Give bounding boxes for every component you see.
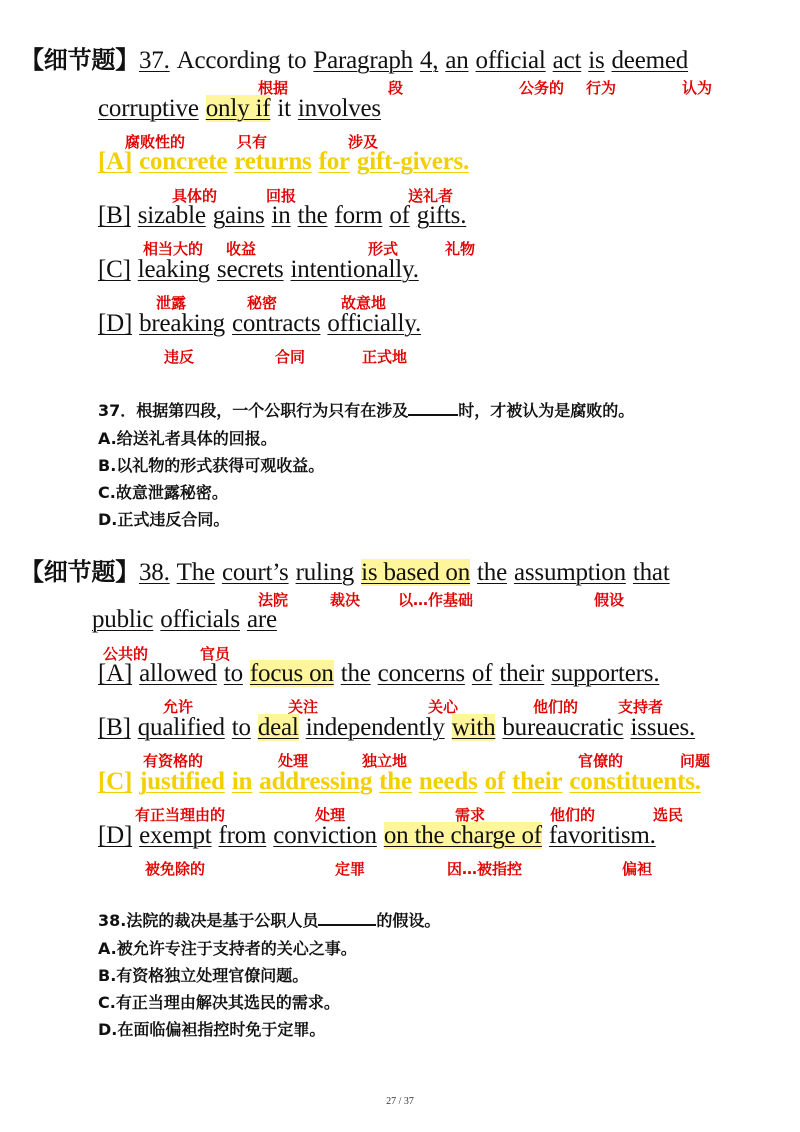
english-word: issues. [630, 714, 696, 741]
english-word: their [499, 660, 545, 687]
english-word: officially. [327, 310, 422, 337]
chinese-gloss: 公务的 [519, 79, 565, 97]
chinese-gloss: 被免除的 [145, 860, 206, 878]
english-word: [D] [98, 310, 133, 337]
chinese-gloss: 因…被指控 [447, 860, 523, 878]
chinese-gloss: 违反 [164, 348, 195, 366]
title-text: 38.法院的裁决是基于公职人员 [98, 911, 319, 930]
english-word: concerns [377, 660, 465, 687]
english-word: independently [305, 714, 445, 741]
chinese-gloss: 故意地 [341, 294, 387, 312]
title-text: 时，才被认为是腐败的。 [458, 401, 635, 420]
english-word: is based on [361, 559, 471, 586]
chinese-gloss: 允许 [163, 698, 194, 716]
chinese-option: B.以礼物的形式获得可观收益。 [98, 456, 325, 475]
english-word: an [445, 47, 469, 74]
chinese-option: B.有资格独立处理官僚问题。 [98, 966, 309, 985]
chinese-gloss: 认为 [682, 79, 713, 97]
chinese-gloss: 段 [388, 79, 404, 97]
english-word: of [484, 768, 506, 795]
english-word: [A] [98, 660, 133, 687]
english-word: are [246, 606, 277, 633]
chinese-gloss: 有资格的 [143, 752, 204, 770]
title-text: 的假设。 [376, 911, 441, 930]
english-word: with [451, 714, 496, 741]
option-line [98, 148, 469, 176]
chinese-gloss: 根据 [258, 79, 289, 97]
english-word: leaking [137, 256, 210, 283]
chinese-option: C.故意泄露秘密。 [98, 483, 228, 502]
chinese-gloss: 形式 [368, 240, 399, 258]
english-word: gift-givers. [356, 148, 470, 175]
english-word: deemed [611, 47, 689, 74]
english-word: assumption [513, 559, 626, 586]
english-word: to [287, 47, 307, 74]
english-word: [B] [98, 202, 131, 229]
english-word: Paragraph [313, 47, 413, 74]
chinese-question-title [98, 398, 634, 421]
chinese-gloss: 裁决 [330, 591, 361, 609]
english-word: conviction [273, 822, 377, 849]
english-word: concrete [139, 148, 228, 175]
english-word: focus on [249, 660, 334, 687]
english-word: intentionally. [290, 256, 419, 283]
chinese-option: D.正式违反合同。 [98, 510, 230, 529]
chinese-gloss: 处理 [278, 752, 309, 770]
english-word: 4, [419, 47, 439, 74]
option-line [98, 768, 701, 796]
english-word: [D] [98, 822, 133, 849]
chinese-gloss: 有正当理由的 [135, 806, 226, 824]
chinese-question-title [98, 908, 440, 931]
english-word: [B] [98, 714, 131, 741]
chinese-gloss: 送礼者 [408, 187, 454, 205]
english-word: justified [139, 768, 225, 795]
chinese-option: C.有正当理由解决其选民的需求。 [98, 993, 340, 1012]
english-word: constituents. [569, 768, 701, 795]
english-word: 37. [139, 47, 170, 74]
answer-blank [318, 910, 376, 926]
english-word: contracts [231, 310, 321, 337]
english-word: act [552, 47, 582, 74]
chinese-gloss: 涉及 [348, 133, 379, 151]
english-word: from [218, 822, 267, 849]
english-word: for [318, 148, 350, 175]
option-line [98, 822, 656, 850]
chinese-gloss: 泄露 [156, 294, 187, 312]
chinese-gloss: 问题 [680, 752, 711, 770]
english-word: to [223, 660, 243, 687]
chinese-gloss: 选民 [653, 806, 684, 824]
option-line [98, 256, 419, 284]
chinese-gloss: 相当大的 [143, 240, 204, 258]
chinese-gloss: 官员 [200, 645, 231, 663]
english-word: ruling [295, 559, 355, 586]
option-line [98, 660, 659, 688]
english-word: secrets [216, 256, 284, 283]
english-word: form [334, 202, 383, 229]
english-word: court’s [221, 559, 289, 586]
question-stem-line [20, 40, 688, 75]
english-word: their [512, 768, 563, 795]
option-line [98, 310, 421, 338]
chinese-gloss: 他们的 [533, 698, 579, 716]
english-word: official [475, 47, 546, 74]
question-type-tag: 【细节题】 [20, 558, 139, 586]
chinese-gloss: 具体的 [172, 187, 218, 205]
english-word: gains [212, 202, 265, 229]
english-word: [C] [98, 256, 131, 283]
english-word: returns [234, 148, 312, 175]
english-word: The [176, 559, 215, 586]
english-word: [A] [98, 148, 133, 175]
english-word: addressing [259, 768, 373, 795]
option-line [98, 202, 466, 230]
english-word: the [379, 768, 412, 795]
english-word: to [231, 714, 251, 741]
question-stem-line [92, 606, 277, 634]
english-word: the [340, 660, 371, 687]
chinese-gloss: 礼物 [445, 240, 476, 258]
english-word: the [477, 559, 507, 586]
english-word: qualified [137, 714, 225, 741]
english-word: the [297, 202, 328, 229]
chinese-gloss: 秘密 [247, 294, 278, 312]
english-word: [C] [98, 768, 133, 795]
chinese-gloss: 需求 [455, 806, 486, 824]
chinese-gloss: 他们的 [550, 806, 596, 824]
english-word: involves [297, 95, 381, 122]
english-word: deal [257, 714, 299, 741]
chinese-gloss: 假设 [594, 591, 625, 609]
english-word: of [471, 660, 493, 687]
chinese-gloss: 以…作基础 [398, 591, 474, 609]
english-word: 38. [139, 559, 170, 586]
english-word: breaking [139, 310, 225, 337]
english-word: needs [418, 768, 478, 795]
english-word: gifts. [416, 202, 467, 229]
chinese-option: D.在面临偏袒指控时免于定罪。 [98, 1020, 326, 1039]
english-word: that [632, 559, 670, 586]
page-number: 27 / 37 [386, 1096, 414, 1107]
english-word: corruptive [98, 95, 199, 122]
chinese-gloss: 独立地 [362, 752, 408, 770]
english-word: supporters. [551, 660, 660, 687]
english-word: in [271, 202, 291, 229]
question-stem-line [98, 95, 381, 123]
english-word: favoritism. [548, 822, 656, 849]
english-word: of [389, 202, 410, 229]
chinese-option: A.给送礼者具体的回报。 [98, 429, 277, 448]
chinese-gloss: 关注 [288, 698, 319, 716]
chinese-gloss: 公共的 [103, 645, 149, 663]
chinese-gloss: 合同 [275, 348, 306, 366]
chinese-gloss: 收益 [226, 240, 257, 258]
english-word: in [231, 768, 253, 795]
chinese-gloss: 支持者 [618, 698, 664, 716]
english-word: it [277, 95, 291, 122]
english-word: on the charge of [383, 822, 542, 849]
question-type-tag: 【细节题】 [20, 46, 139, 74]
chinese-gloss: 只有 [237, 133, 268, 151]
english-word: public [92, 606, 154, 633]
question-stem-line [20, 552, 670, 587]
chinese-gloss: 正式地 [362, 348, 408, 366]
chinese-gloss: 行为 [586, 79, 617, 97]
english-word: sizable [137, 202, 206, 229]
english-word: is [588, 47, 605, 74]
english-word: bureaucratic [502, 714, 624, 741]
chinese-gloss: 定罪 [335, 860, 366, 878]
title-text: 37．根据第四段，一个公职行为只有在涉及 [98, 401, 409, 420]
option-line [98, 714, 695, 742]
chinese-gloss: 处理 [315, 806, 346, 824]
chinese-gloss: 回报 [266, 187, 297, 205]
english-word: allowed [139, 660, 217, 687]
chinese-gloss: 偏袒 [622, 860, 653, 878]
chinese-gloss: 法院 [258, 591, 289, 609]
chinese-gloss: 关心 [428, 698, 459, 716]
english-word: only if [205, 95, 271, 122]
chinese-gloss: 腐败性的 [125, 133, 186, 151]
answer-blank [408, 400, 458, 416]
english-word: According [176, 47, 281, 74]
chinese-option: A.被允许专注于支持者的关心之事。 [98, 939, 357, 958]
english-word: officials [160, 606, 240, 633]
english-word: exempt [139, 822, 212, 849]
chinese-gloss: 官僚的 [578, 752, 624, 770]
